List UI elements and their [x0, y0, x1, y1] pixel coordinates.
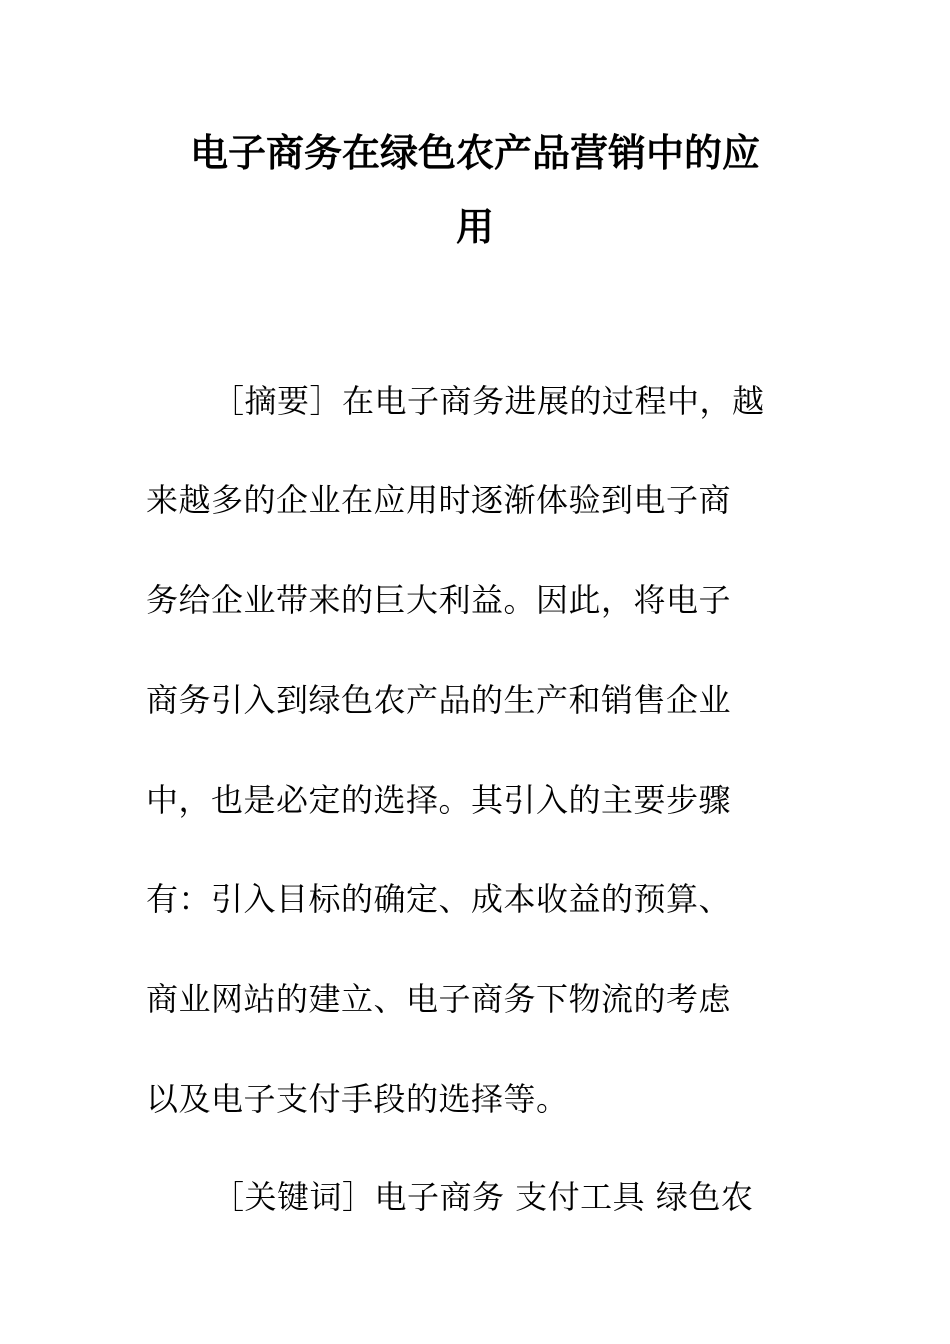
abstract-line-5: 中，也是必定的选择。其引入的主要步骤	[146, 781, 732, 819]
abstract-line-1: ［摘要］在电子商务进展的过程中，越	[212, 382, 765, 420]
abstract-line-3: 务给企业带来的巨大利益。因此，将电子	[146, 581, 732, 619]
abstract-line-6: 有：引入目标的确定、成本收益的预算、	[146, 880, 732, 918]
abstract-line-8: 以及电子支付手段的选择等。	[146, 1080, 569, 1118]
abstract-line-4: 商务引入到绿色农产品的生产和销售企业	[146, 681, 732, 719]
document-title-line-2: 用	[455, 204, 494, 249]
document-title-line-1: 电子商务在绿色农产品营销中的应	[189, 130, 760, 175]
abstract-line-7: 商业网站的建立、电子商务下物流的考虑	[146, 980, 732, 1018]
abstract-line-2: 来越多的企业在应用时逐渐体验到电子商	[146, 481, 732, 519]
keywords-line: ［关键词］电子商务 支付工具 绿色农	[212, 1178, 754, 1216]
